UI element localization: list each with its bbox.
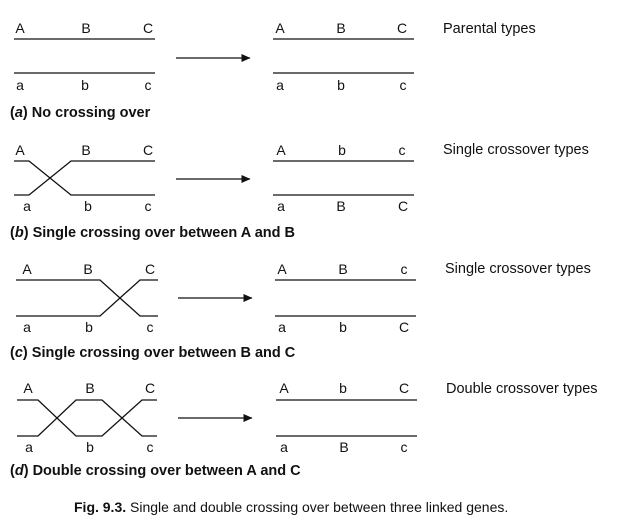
panel-a-right-top-gene-3: C: [396, 20, 408, 36]
panel-a-caption: (a) No crossing over: [10, 105, 151, 121]
panel-a-right-top-gene-2: B: [336, 20, 346, 36]
panel-c-left-chromatid-1: [16, 280, 158, 316]
panel-a-letter: a: [14, 105, 23, 121]
panel-a-left-top-gene-2: B: [81, 20, 91, 36]
panel-c-side-label: Single crossover types: [445, 261, 591, 277]
panel-c-left-bottom-gene-3: c: [146, 319, 154, 335]
panel-d-right-bottom-gene-1: a: [280, 439, 288, 455]
panel-a-left-bottom-gene-2: b: [81, 77, 89, 93]
panel-d-side-label: Double crossover types: [446, 381, 598, 397]
panel-c-caption-text: Single crossing over between B and C: [27, 345, 296, 361]
figure-caption: [74, 499, 508, 515]
panel-d-left-top-gene-3: C: [144, 380, 156, 396]
panel-b-side-label: Single crossover types: [443, 142, 589, 158]
panel-c-left-chromatid-2: [16, 280, 158, 316]
panel-b-right-top-gene-3: c: [398, 142, 406, 158]
panel-c-right-top-gene-1: A: [277, 261, 287, 277]
panel-a-right-top-gene-1: A: [275, 20, 285, 36]
panel-b-right-top-gene-1: A: [276, 142, 286, 158]
panel-a-right-bottom-gene-1: a: [276, 77, 284, 93]
panel-d-right-bottom-gene-3: c: [400, 439, 408, 455]
panel-d-left-bottom-gene-2: b: [86, 439, 94, 455]
panel-b-left-bottom-gene-3: c: [144, 198, 152, 214]
panel-c-right-top-gene-3: c: [400, 261, 408, 277]
panel-c-left-top-gene-1: A: [22, 261, 32, 277]
panel-c-caption: (c) Single crossing over between B and C: [10, 345, 296, 361]
panel-d-right-top-gene-1: A: [279, 380, 289, 396]
panel-a-left-top-gene-1: A: [15, 20, 25, 36]
panel-d-left-bottom-gene-3: c: [146, 439, 154, 455]
panel-a-left-bottom-gene-1: a: [16, 77, 24, 93]
figure-caption-text: Single and double crossing over between three linked genes.: [126, 499, 509, 515]
panel-d-right-top-gene-2: b: [339, 380, 347, 396]
panel-b-caption-text: Single crossing over between A and B: [28, 225, 295, 241]
panel-a-side-label: Parental types: [443, 21, 536, 37]
panel-d-left-bottom-gene-1: a: [25, 439, 33, 455]
figure-number: Fig. 9.3.: [74, 499, 127, 515]
panel-d-caption: (d) Double crossing over between A and C: [10, 463, 301, 479]
panel-c-left-bottom-gene-2: b: [85, 319, 93, 335]
panel-a: [10, 20, 536, 121]
panel-b-left-top-gene-2: B: [81, 142, 91, 158]
panel-d-left-top-gene-1: A: [23, 380, 33, 396]
panel-b-caption: (b) Single crossing over between A and B: [10, 225, 295, 241]
panel-a-left-top-gene-3: C: [142, 20, 154, 36]
panel-b-left-bottom-gene-2: b: [84, 198, 92, 214]
panel-c-left-top-gene-3: C: [144, 261, 156, 277]
panel-a-right-bottom-gene-2: b: [337, 77, 345, 93]
panel-c-right-bottom-gene-2: b: [339, 319, 347, 335]
panel-c-letter: c: [14, 345, 23, 361]
panel-b-left-bottom-gene-1: a: [23, 198, 31, 214]
panel-c-right-bottom-gene-3: C: [398, 319, 410, 335]
panel-b-left-top-gene-3: C: [142, 142, 154, 158]
panel-b-right-bottom-gene-2: B: [336, 198, 346, 214]
panel-b-left-top-gene-1: A: [15, 142, 25, 158]
panel-b: [10, 142, 589, 241]
panel-d-left-top-gene-2: B: [85, 380, 95, 396]
panel-d-caption-text: Double crossing over between A and C: [28, 463, 301, 479]
panel-c-left-top-gene-2: B: [83, 261, 93, 277]
panel-d: [10, 380, 598, 479]
panel-c-right-top-gene-2: B: [338, 261, 348, 277]
panel-c: [10, 261, 591, 361]
panel-b-right-top-gene-2: b: [338, 142, 346, 158]
panel-a-left-bottom-gene-3: c: [144, 77, 152, 93]
panel-d-right-top-gene-3: C: [398, 380, 410, 396]
panel-b-letter: b: [14, 225, 24, 241]
panel-d-letter: d: [14, 463, 24, 479]
panel-b-right-bottom-gene-3: C: [397, 198, 409, 214]
panel-d-right-bottom-gene-2: B: [339, 439, 349, 455]
panel-b-right-bottom-gene-1: a: [277, 198, 285, 214]
panel-c-right-bottom-gene-1: a: [278, 319, 286, 335]
panel-a-caption-text: No crossing over: [27, 105, 151, 121]
panel-a-right-bottom-gene-3: c: [399, 77, 407, 93]
panel-c-left-bottom-gene-1: a: [23, 319, 31, 335]
